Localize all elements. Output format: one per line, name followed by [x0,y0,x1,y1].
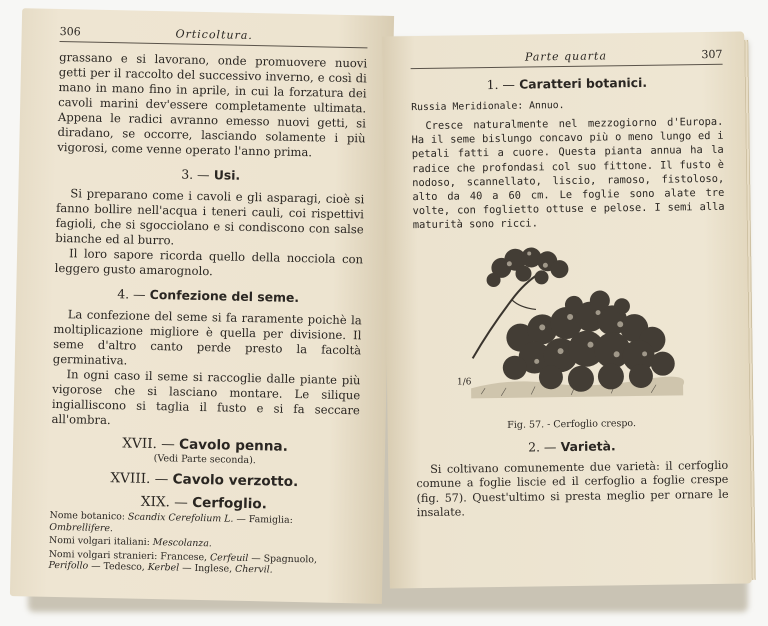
left-paragraph-4: La confezione del seme si fa raramente poichè la moltiplicazione migliore è quella per divisione. Il seme d'altro canto perde presto la facoltà germinativa. [52,307,362,368]
left-paragraph-2: Si preparano come i cavoli e gli asparagi, cioè si fanno bollire nell'acqua i teneri cauli, coi rispettivi fagioli, che si sgocciolano e si condiscono con salse bianche ed al burro. [55,186,365,248]
left-running-title: Orticoltura. [175,27,253,43]
xvii-subnote: (Vedi Parte seconda). [153,453,256,467]
nomi-stranieri: Nomi volgari stranieri: Francese, Cerfeuil — Spagnuolo, Perifollo — Tedesco, Kerbel — Inglese, Chervil. [48,548,318,576]
figure-caption: Fig. 57. - Cerfoglio crespo. [507,417,637,431]
heading-caratteri: 1. — Caratteri botanici. [486,74,648,93]
left-paragraph-5: In ogni caso il seme si raccoglie dalle piante più vigorose che si lasciano montare. Le silique ingialliscono si taglia il fusto e si fa seccare all'ombra. [51,367,361,428]
nome-botanico: Nome botanico: Scandix Cerefolium L. — Famiglia: Ombrellifere. [49,509,293,534]
left-paragraph-3: Il loro sapore ricorda quello della nocciola con leggero gusto amarognolo. [54,246,364,279]
nomi-italiani: Nomi volgari italiani: Mescolanza. [48,534,212,550]
heading-varieta: 2. — Varietà. [528,437,616,455]
right-paragraph-2: Si coltivano comunemente due varietà: il cerfoglio comune a foglie liscie ed il cerfoglio a foglie crespe (fig. 57). Quest'ultimo si presta meglio per ornare le insalate. [416,458,729,520]
heading-confezione: 4. — Confezione del seme. [117,286,300,306]
left-page [10,8,394,604]
right-paragraph-1: Cresce naturalmente nel mezzogiorno d'Europa. Ha il seme bislungo concavo più o meno lungo ed i petali fatti a cuore. Questa pianta annua ha la radice che profondasi col suo fittone. Il fusto è nodoso, scannellato, liscio, ramoso, fistoloso, alto da 40 a 60 cm. Le foglie sono alate tre volte, con foglietto ottuse e pelose. I semi alla maturità sono ricci. [411,115,725,232]
right-running-title: Parte quarta [524,49,608,64]
region-note: Russia Meridionale: Annuo. [411,100,565,114]
heading-xviii: XVIII. — Cavolo verzotto. [110,470,299,491]
heading-xvii: XVII. — Cavolo penna. [122,435,289,455]
left-page-number: 306 [59,24,81,39]
left-paragraph-1: grassano e si lavorano, onde promuovere nuovi getti per il raccolto del successivo inverno, e così di mano in mano fino in aprile, in cui la forzatura dei cavoli marini dev'essere completamente ultimata. Appena le radici avranno emesso nuovi getti, si diradano, se occorre, lasciando solamente i più vigorosi, come venne operato l'anno prima. [57,49,368,160]
heading-xix: XIX. — Cerfoglio. [140,493,268,513]
cerfoglio-illustration [449,235,691,418]
left-running-head [59,25,367,48]
right-running-head [410,48,722,69]
right-page-number: 307 [701,47,723,62]
heading-usi: 3. — Usi. [181,166,241,183]
right-page [382,31,752,588]
scale-mark: 1/6 [456,376,472,388]
